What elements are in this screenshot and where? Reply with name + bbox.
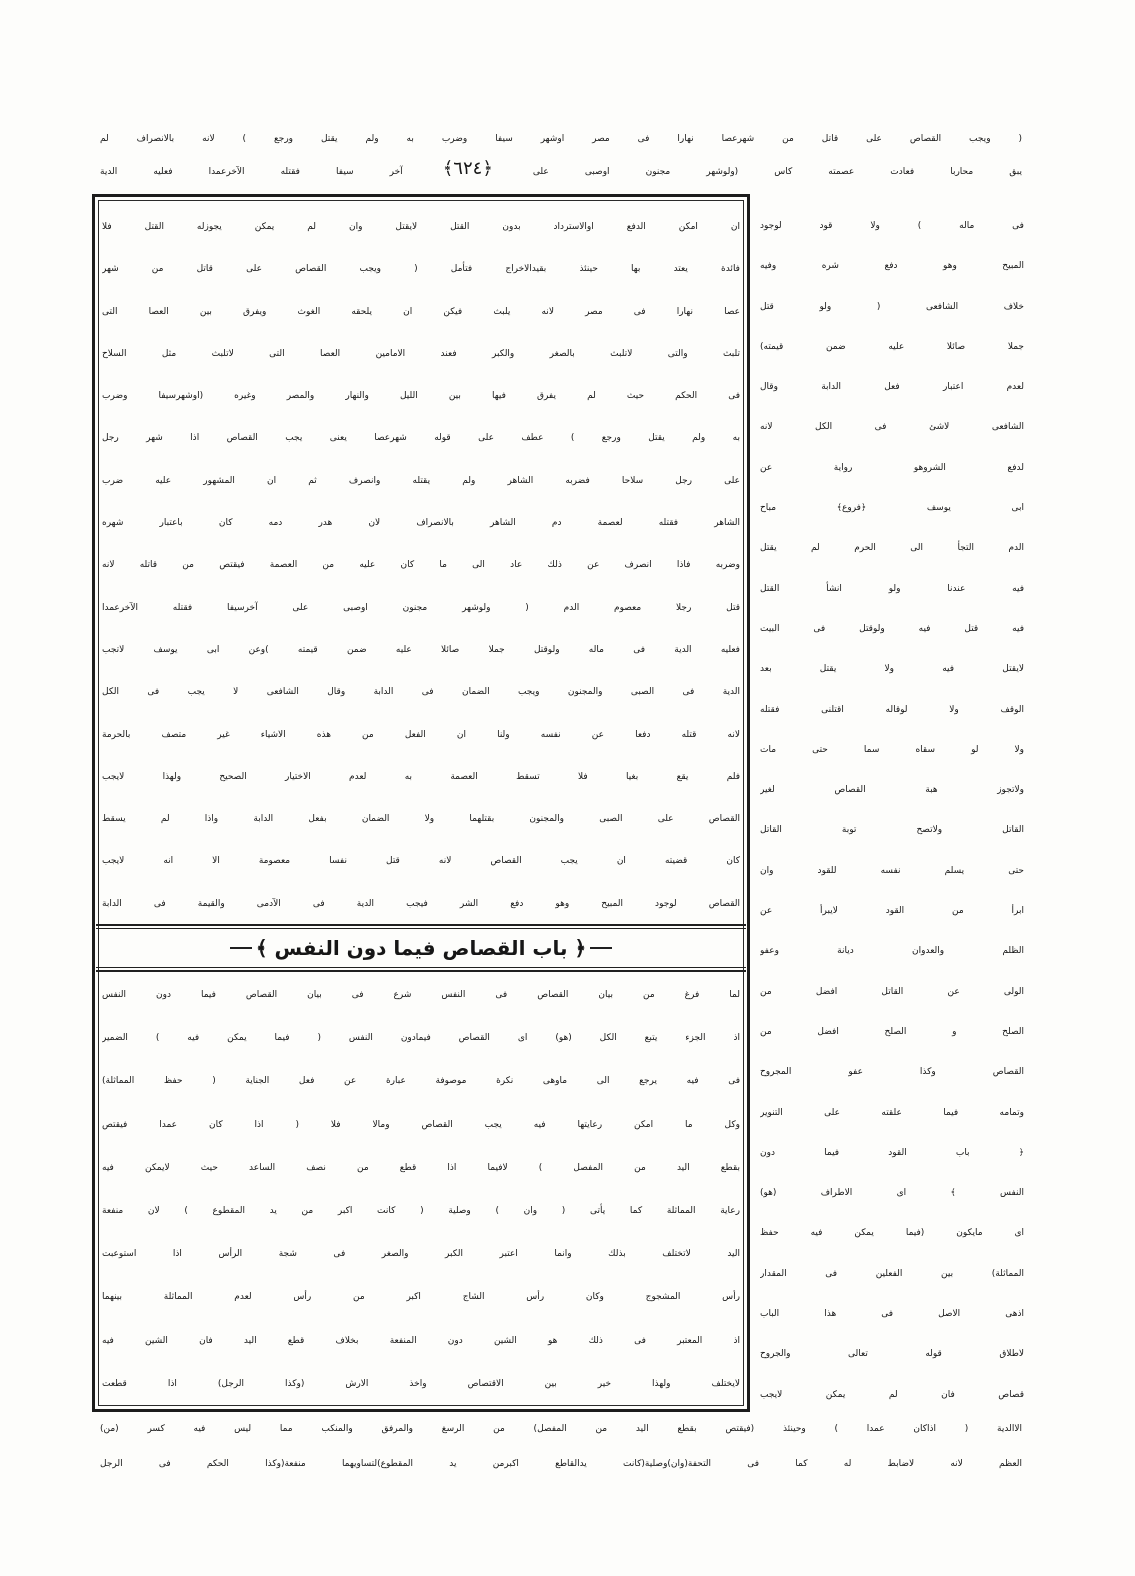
margin-line-19: الظلم والعدوان ديانة وعفو [760,946,1024,957]
ornament-left [230,947,252,949]
upper-line-2: فائدة يعتد بها حينئذ بقيدالاخراج فتأمل ( ويجب القصاص على قاتل من شهر [102,264,740,275]
margin-line-16: القاتل ولاتصح توبة القاتل [760,825,1024,836]
upper-line-9: وضربه فاذا انصرف عن ذلك عاد الى ما كان عليه من العصمة فيقتص من قاتله لانه [102,560,740,571]
header-line-2 [100,154,1022,183]
footer-line-2: العظم لانه لاضابط له كما فى التحفة(وان)وصلية(كانت يدالقاطع اكبرمن يد المقطوع)لتساويهما منفعة(وكذا الحكم فى الرجل [100,1459,1022,1469]
section-divider-top [96,924,746,926]
lower-line-4: وكل ما امكن رعايتها فيه يجب القصاص ومالا فلا ( اذا كان عمدا فيقتص [102,1119,740,1130]
margin-line-6: الشافعى لاشئ فى الكل لانه [760,422,1024,433]
margin-line-18: ابرأ من القود لايبرأ عن [760,906,1024,917]
margin-line-26: اى مايكون (فيما يمكن فيه حفظ [760,1228,1024,1239]
margin-line-23: وتمامه فيما علقته على التنوير [760,1107,1024,1118]
margin-line-5: لعدم اعتبار فعل الدابة وقال [760,382,1024,393]
lower-line-10: لايختلف ولهذا خير بين الاقتصاص واخذ الارش (وكذا الرجل) اذا قطعت [102,1378,740,1389]
page-footer-text [100,1412,1022,1482]
margin-line-15: ولاتجوز هبة القصاص لغير [760,785,1024,796]
margin-line-9: الدم التجأ الى الحرم لم يقتل [760,543,1024,554]
upper-line-5: فى الحكم حيث لم يفرق فيها بين الليل والنهار والمصر وغيره (اوشهرسيفا وضرب [102,391,740,402]
upper-line-14: فلم يقع بغيا فلا تسقط العصمة به لعدم الاختيار الصحيح ولهذا لايجب [102,771,740,782]
page-number: ﴿٦٢٤﴾ [442,158,493,179]
lower-line-2: اذ الجزء يتبع الكل (هو) اى القصاص فيمادون النفس ( فيما يمكن فيه ) الضمير [102,1033,740,1044]
margin-line-28: اذهى الاصل فى هذا الباب [760,1309,1024,1320]
upper-line-11: فعليه الدية فى ماله ولوقتل جملا صائلا عليه ضمن قيمته )وعن ابى يوسف لاتجب [102,644,740,655]
lower-line-3: فى فيه يرجع الى ماوهى نكرة موصوفة عبارة عن فعل الجناية ( حفظ المماثلة) [102,1076,740,1087]
lower-line-5: بقطع اليد من المفصل ) لافيما اذا قطع من نصف الساعد حيث لايمكن فيه [102,1162,740,1173]
lower-line-9: اذ المعتبر فى ذلك هو الشين دون المنفعة بخلاف قطع اليد فان الشين فيه [102,1335,740,1346]
footer-line-1: الاالدية ( اذاكان عمدا ) وحينئذ (فيقتص بقطع اليد من المفصل) من الرسغ والمرفق والمنكب مما ليس فيه كسر (من) [100,1424,1022,1434]
upper-line-1: ان امكن الدفع اوالاسترداد بدون القتل لايقتل وان لم يمكن يجوزله القتل فلا [102,222,740,232]
margin-line-13: الوقف ولا لوقاله اقتلنى فقتله [760,704,1024,715]
margin-line-21: الصلح و الصلح افضل من [760,1026,1024,1037]
header-line-2-start: يبق محاربا فعادت عصمته كاس (ولوشهر مجنون اوصبى على [532,167,1022,177]
margin-line-27: المماثلة) بين الفعلين فى المقدار [760,1268,1024,1279]
upper-line-15: القصاص على الصبى والمجنون بقتلهما ولا الضمان بفعل الدابة واذا لم يسقط [102,814,740,825]
header-line-2-end: آخر سيفا فقتله الآخرعمدا فعليه الدية [100,167,403,177]
upper-line-13: لانه قتله دفعا عن نفسه ولنا ان الفعل من هذه الاشياء غير متصف بالحرمة [102,729,740,740]
margin-line-14: ولا لو سقاه سما حتى مات [760,744,1024,755]
section-divider-bottom-thin [96,967,746,968]
margin-line-29: لاطلاق قوله تعالى والجروح [760,1349,1024,1360]
upper-line-7: على رجل سلاحا فضربه الشاهر ولم يقتله وانصرف ثم ان المشهور عليه ضرب [102,475,740,486]
upper-line-4: تلبث والتى لاتلبث بالصغر والكبر فعند الامامين العصا التى لاتلبث مثل السلاح [102,348,740,359]
margin-line-30: قصاص فان لم يمكن لايجب [760,1389,1024,1400]
margin-line-10: فيه عندنا ولو انشأ القتل [760,583,1024,594]
lower-line-6: رعاية المماثلة كما يأتى ( وان ) وصلية ( كانت اكبر من يد المقطوع ) لان منفعة [102,1205,740,1216]
margin-line-2: المبيح وهو دفع شره وفيه [760,261,1024,272]
upper-line-12: الدية فى الصبى والمجنون ويجب الضمان فى الدابة وقال الشافعى لا يجب فى الكل [102,687,740,698]
section-heading [96,929,746,967]
upper-line-16: كان قضيته ان يجب القصاص لانه قتل نفسا معصومة الا انه لايجب [102,856,740,867]
header-line-1: ( ويجب القصاص على قاتل من شهرعصا نهارا فى مصر اوشهر سيفا وضرب به ولم يقتل ورجع ) لانه بالانصراف لم [100,134,1022,144]
margin-line-8: ابى يوسف ﴿فروع﴾ مباح [760,503,1024,514]
margin-line-17: حتى يسلم نفسه للقود وان [760,865,1024,876]
margin-line-25: النفس ﴾ اى الاطراف (هو) [760,1188,1024,1199]
upper-line-17: القصاص لوجود المبيح وهو دفع الشر فيجب الدية فى الآدمى والقيمة فى الدابة [102,898,740,909]
margin-commentary [760,206,1024,1415]
lower-line-1: لما فرغ من بيان القصاص فى النفس شرع فى بيان القصاص فيما دون النفس [102,990,740,1000]
margin-line-22: القصاص وكذا عفو المجروح [760,1067,1024,1078]
section-title: ﴿ باب القصاص فيما دون النفس ﴾ [255,936,587,960]
page-header [100,125,1022,183]
commentary-upper-section [102,206,740,925]
margin-line-1: فى ماله ) ولا قود لوجود [760,221,1024,231]
margin-line-24: ﴿ باب القود فيما دون [760,1147,1024,1158]
commentary-lower-section [102,974,740,1406]
upper-line-3: عصا نهارا فى مصر لانه يلبث فيكن ان يلحقه الغوث ويفرق بين العصا التى [102,306,740,317]
lower-line-8: رأس المشجوج وكان رأس الشاج اكبر من رأس لعدم المماثلة بينهما [102,1292,740,1303]
margin-line-3: خلاف الشافعى ( ولو قتل [760,301,1024,312]
margin-line-7: لدفع الشروهو رواية عن [760,462,1024,473]
margin-line-20: الولى عن القاتل افضل من [760,986,1024,997]
margin-line-11: فيه قتل فيه ولوقتل فى البيت [760,623,1024,634]
upper-line-10: قتل رجلا معصوم الدم ( ولوشهر مجنون اوصبى على آخرسيفا فقتله الآخرعمدا [102,602,740,613]
margin-line-12: لايقتل فيه ولا يقتل بعد [760,664,1024,675]
margin-line-4: جملا صائلا عليه ضمن قيمته) [760,341,1024,352]
upper-line-8: الشاهر فقتله لعصمة دم الشاهر بالانصراف لان هدر دمه كان باعتبار شهره [102,518,740,529]
ornament-right [590,947,612,949]
lower-line-7: اليد لاتختلف بذلك وانما اعتبر الكبر والصغر فى شجة الرأس اذا استوعبت [102,1249,740,1260]
section-divider-bottom [96,970,746,972]
upper-line-6: به ولم يقتل ورجع ) عطف على قوله شهرعصا يعنى يجب القصاص اذا شهر رجل [102,433,740,444]
